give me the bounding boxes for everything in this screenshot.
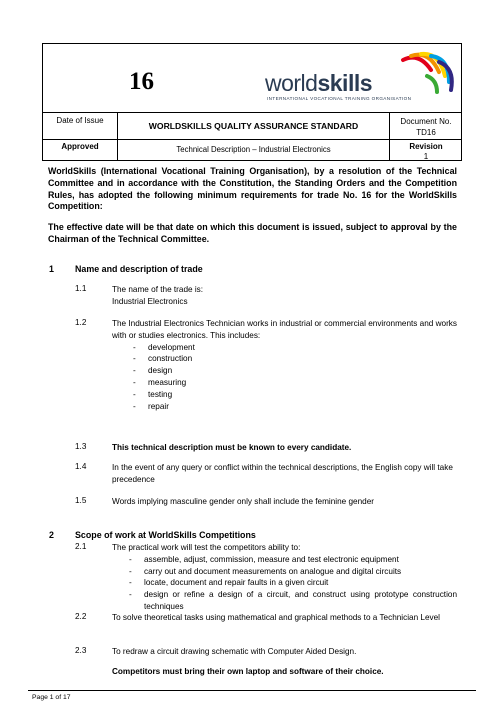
practical-work-intro: The practical work will test the competitors ability to: — [112, 543, 301, 552]
list-item: - construction — [130, 353, 457, 365]
subsection-2-2-body: To solve theoretical tasks using mathematical and graphical methods to a Technician Level — [112, 613, 440, 622]
subsection-2-3-number: 2.3 — [75, 646, 87, 655]
subsection-1-5-number: 1.5 — [75, 496, 87, 505]
header-row-issue — [43, 113, 461, 140]
subsection-2-3-body — [112, 646, 457, 678]
revision-label: Revision — [409, 142, 443, 151]
header-logo-row — [43, 44, 461, 113]
competitor-ability-list — [126, 554, 457, 613]
approved-label: Approved — [43, 140, 118, 161]
logo-wordmark — [265, 70, 372, 97]
subsection-1-4-number: 1.4 — [75, 462, 87, 471]
cad-requirement-text: To redraw a circuit drawing schematic with Computer Aided Design. — [112, 647, 357, 656]
list-item: - carry out and document measurements on analogue and digital circuits — [126, 566, 457, 578]
subsection-1-1-body — [112, 284, 457, 308]
list-item: - development — [130, 342, 457, 354]
document-number-label: Document No. — [400, 117, 452, 126]
trade-number: 16 — [129, 68, 154, 95]
subsection-1-1-number: 1.1 — [75, 284, 87, 293]
revision-cell — [390, 140, 462, 161]
document-number-cell — [390, 113, 462, 139]
section-2-number: 2 — [49, 530, 54, 540]
laptop-requirement-note: Competitors must bring their own laptop and software of their choice. — [112, 666, 384, 676]
subsection-1-5-body: Words implying masculine gender only shall include the feminine gender — [112, 497, 374, 506]
section-1-number: 1 — [49, 264, 54, 274]
trade-description-text: The Industrial Electronics Technician works in industrial or commercial environments and works with or studies electronics. This includes: — [112, 319, 457, 340]
subsection-2-2-number: 2.2 — [75, 612, 87, 621]
list-item: - measuring — [130, 377, 457, 389]
document-number-value: TD16 — [416, 128, 436, 137]
subsection-1-2-number: 1.2 — [75, 318, 87, 327]
header-row-approved — [43, 140, 461, 161]
document-header-table — [42, 43, 462, 161]
section-2-title: Scope of work at WorldSkills Competitions — [75, 530, 256, 540]
worldskills-swirl-icon — [397, 50, 457, 96]
logo-tagline: INTERNATIONAL VOCATIONAL TRAINING ORGANISATION — [267, 96, 412, 101]
subsection-1-2-body — [112, 318, 457, 412]
description-title: Technical Description – Industrial Electronics — [118, 140, 390, 161]
standard-title: WORLDSKILLS QUALITY ASSURANCE STANDARD — [118, 113, 390, 139]
subsection-2-1-body — [112, 542, 457, 613]
revision-value: 1 — [423, 152, 429, 161]
list-item: - testing — [130, 389, 457, 401]
worldskills-logo — [261, 50, 459, 108]
date-of-issue-label: Date of Issue — [43, 113, 118, 139]
activity-list — [130, 342, 457, 413]
intro-paragraph-resolution: WorldSkills (International Vocational Training Organisation), by a resolution of the Technical Committee and in accordance with the Constitution, the Standing Orders and the Competition Rules, has adopted the following minimum requirements for trade No. 16 for the WorldSkills Competition: — [48, 166, 457, 212]
list-item: - design or refine a design of a circuit, and construct using prototype construction techniques — [126, 589, 457, 613]
logo-word-skills: skills — [317, 70, 373, 96]
trade-name-value: Industrial Electronics — [112, 296, 188, 306]
list-item: - repair — [130, 401, 457, 413]
footer-divider — [28, 690, 476, 691]
subsection-1-3-body: This technical description must be known to every candidate. — [112, 443, 352, 452]
list-item: - locate, document and repair faults in a given circuit — [126, 577, 457, 589]
section-1-title: Name and description of trade — [75, 264, 203, 274]
page-number: Page 1 of 17 — [32, 694, 71, 701]
subsection-1-3-number: 1.3 — [75, 442, 87, 451]
list-item: - assemble, adjust, commission, measure and test electronic equipment — [126, 554, 457, 566]
subsection-1-4-body: In the event of any query or conflict within the technical descriptions, the English copy will take precedence — [112, 463, 453, 484]
list-item: - design — [130, 365, 457, 377]
logo-word-world: world — [265, 70, 318, 96]
intro-paragraph-effective-date: The effective date will be that date on which this document is issued, subject to approval by the Chairman of the Technical Committee. — [48, 222, 457, 244]
trade-name-intro: The name of the trade is: — [112, 285, 204, 294]
subsection-2-1-number: 2.1 — [75, 542, 87, 551]
